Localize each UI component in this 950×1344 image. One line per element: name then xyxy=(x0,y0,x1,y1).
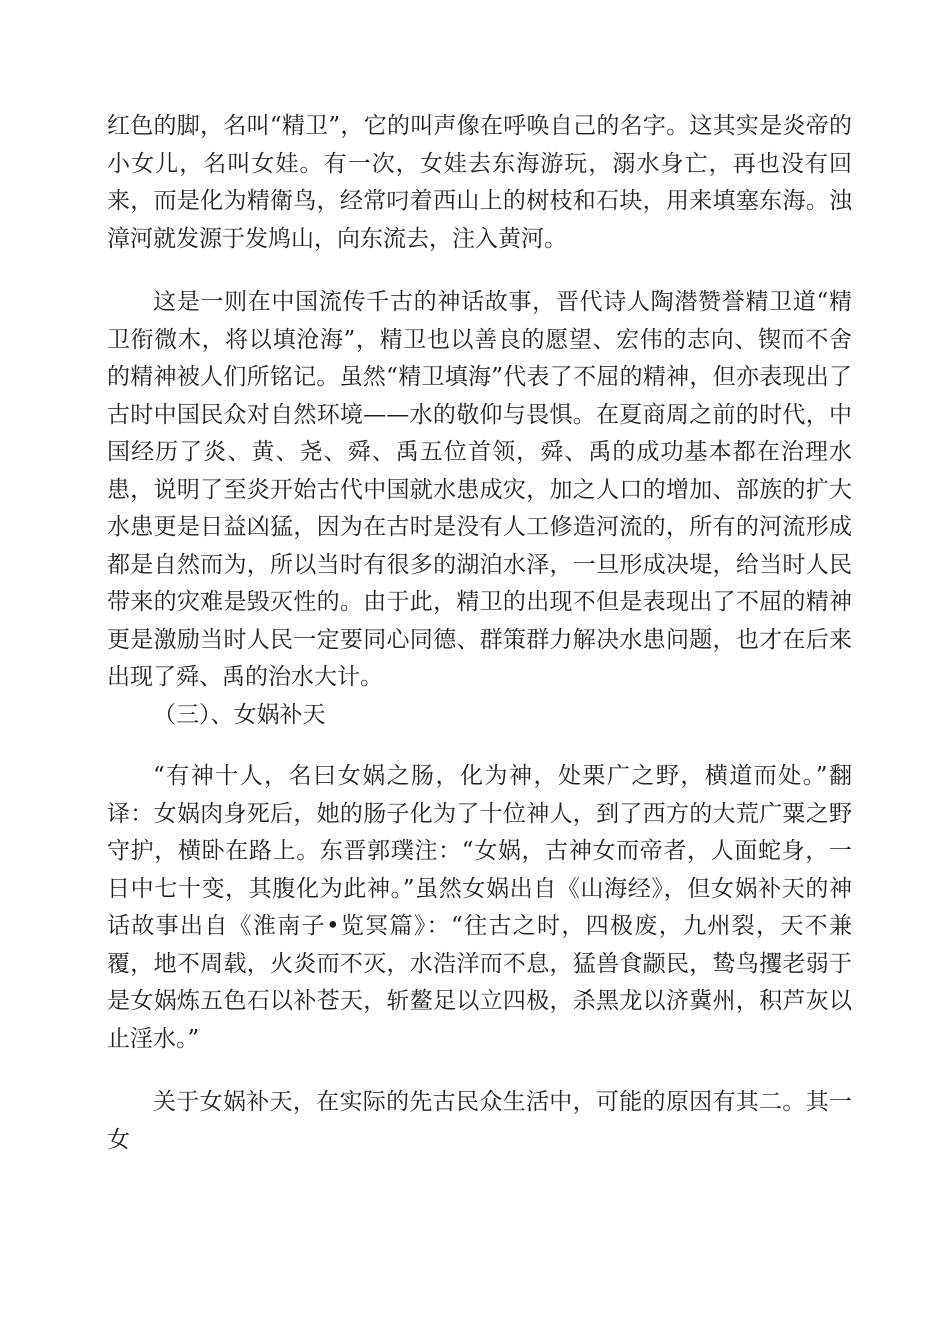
document-page xyxy=(107,108,852,1159)
paragraph-jingwei-analysis: 这是一则在中国流传千古的神话故事，晋代诗人陶潜赞誉精卫道“精卫衔微木，将以填沧海”，精卫也以善良的愿望、宏伟的志向、锲而不舍的精神被人们所铭记。虽然“精卫填海”代表了不屈的精神，但亦表现出了古时中国民众对自然环境——水的敬仰与畏惧。在夏商周之前的时代，中国经历了炎、黄、尧、舜、禹五位首领，舜、禹的成功基本都在治理水患，说明了至炎开始古代中国就水患成灾，加之人口的增加、部族的扩大水患更是日益凶猛，因为在古时是没有人工修造河流的，所有的河流形成都是自然而为，所以当时有很多的湖泊水泽，一旦形成决堤，给当时人民带来的灾难是毁灭性的。由于此，精卫的出现不但是表现出了不屈的精神更是激励当时人民一定要同心同德、群策群力解决水患问题，也才在后来出现了舜、禹的治水大计。 xyxy=(107,289,852,690)
section-heading: （三）、女娲补天 xyxy=(153,701,326,728)
paragraph-nuwa-origin: “有神十人，名曰女娲之肠，化为神，处栗广之野，横道而处。”翻译：女娲肉身死后，她的肠子化为了十位神人，到了西方的大荒广粟之野守护，横卧在路上。东晋郭璞注：“女娲，古神女而帝者，人面蛇身，一日中七十变，其腹化为此神。”虽然女娲出自《山海经》，但女娲补天的神话故事出自《淮南子•览冥篇》：“往古之时，四极废，九州裂，天不兼覆，地不周载，火炎而不灭，水浩洋而不息，猛兽食颛民，鸷鸟攫老弱于是女娲炼五色石以补苍天，斩鳌足以立四极，杀黑龙以济冀州，积芦灰以止淫水。” xyxy=(107,763,852,1052)
paragraph-nuwa-analysis: 关于女娲补天，在实际的先古民众生活中，可能的原因有其二。其一女 xyxy=(107,1089,852,1153)
paragraph-jingwei-story: 红色的脚，名叫“精卫”，它的叫声像在呼唤自己的名字。这其实是炎帝的小女儿，名叫女娃。有一次，女娃去东海游玩，溺水身亡，再也没有回来，而是化为精衛鸟，经常叼着西山上的树枝和石块，用来填塞东海。浊漳河就发源于发鸠山，向东流去，注入黄河。 xyxy=(107,113,852,252)
